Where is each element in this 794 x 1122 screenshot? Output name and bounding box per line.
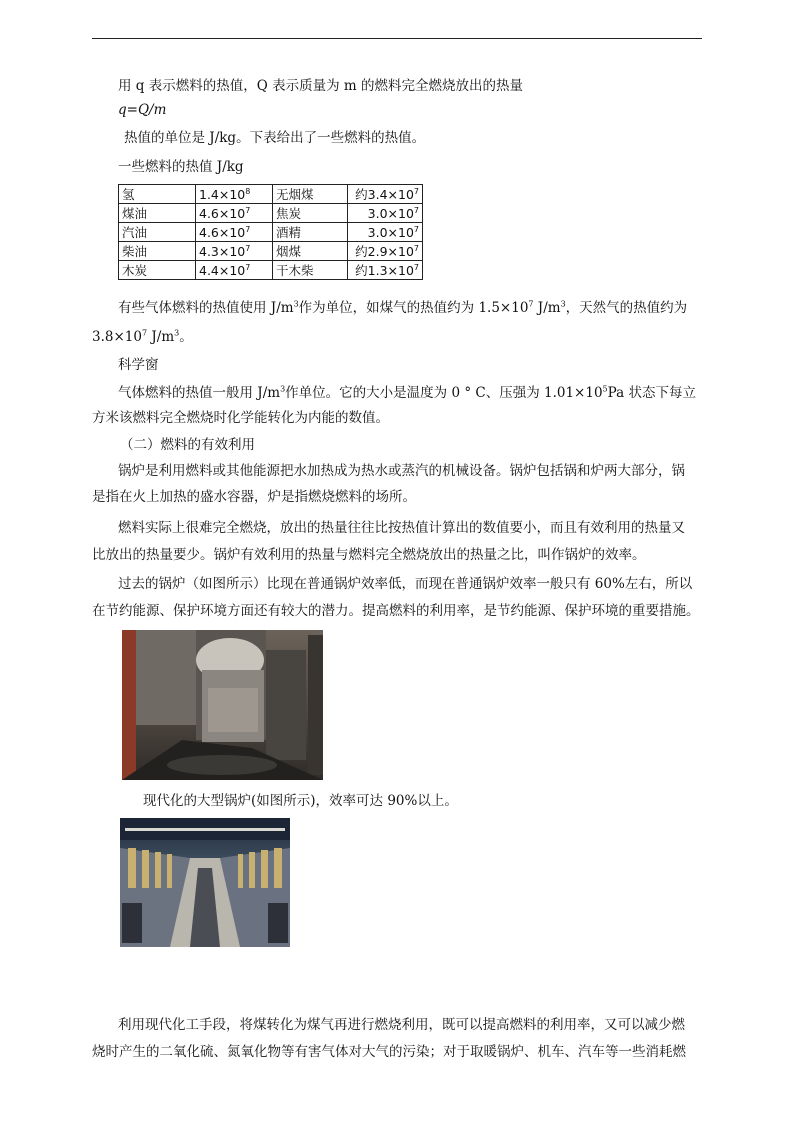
table-row [119, 261, 423, 280]
fuel-value: 约$2.9\times 10^7$ [348, 242, 423, 261]
fuel-value: $4.3\times 10^7$ [196, 242, 273, 261]
gas-definition-cont: 方米该燃料完全燃烧时化学能转化为内能的数值。 [92, 410, 389, 426]
heat-value-formula: q=Q/m [118, 102, 167, 118]
table-row [119, 204, 423, 223]
modern-use-paragraph: 利用现代化工手段，将煤转化为煤气再进行燃烧利用，既可以提高燃料的利用率，又可以减少燃 [118, 1017, 685, 1033]
efficiency-paragraph-cont: 比放出的热量要少。锅炉有效利用的热量与燃料完全燃烧放出的热量之比，叫作锅炉的效率。 [92, 547, 646, 563]
fuel-name: 酒精 [273, 223, 348, 242]
gas-definition: 气体燃料的热值一般用 $J/m^3$作单位。它的大小是温度为 0 ° C、压强为 $1.01\times 10^5Pa$ 状态下每立 [118, 384, 696, 401]
science-window-heading: 科学窗 [118, 357, 159, 373]
gas-fuel-paragraph-cont: $3.8\times 10^7$ $J/m^3$。 [92, 328, 193, 345]
unit-sentence: 热值的单位是 J/kg。下表给出了一些燃料的热值。 [124, 130, 426, 146]
table-row [119, 223, 423, 242]
past-boiler-paragraph-cont: 在节约能源、保护环境方面还有较大的潜力。提高燃料的利用率，是节约能源、保护环境的重要措施。 [92, 603, 700, 619]
fuel-name: 焦炭 [273, 204, 348, 223]
modern-use-paragraph-cont: 烧时产生的二氧化硫、氮氧化物等有害气体对大气的污染；对于取暖锅炉、机车、汽车等一些消耗燃 [92, 1044, 686, 1060]
modern-boiler-caption: 现代化的大型锅炉(如图所示)，效率可达 90%以上。 [143, 793, 458, 809]
gas-fuel-paragraph: 有些气体燃料的热值使用 $J/m^3$作为单位，如煤气的热值约为 $1.5\times 10^7$ $J/m^3$，天然气的热值约为 [118, 299, 688, 316]
fuel-value: $3.0\times 10^7$ [348, 204, 423, 223]
section-heading: （二）燃料的有效利用 [120, 437, 255, 453]
boiler-paragraph-cont: 是指在火上加热的盛水容器，炉是指燃烧燃料的场所。 [92, 489, 416, 505]
fuel-value: $3.0\times 10^7$ [348, 223, 423, 242]
fuel-value: $4.4\times 10^7$ [196, 261, 273, 280]
fuel-name: 汽油 [119, 223, 196, 242]
fuel-name: 煤油 [119, 204, 196, 223]
fuel-value: $4.6\times 10^7$ [196, 223, 273, 242]
table-row [119, 242, 423, 261]
fuel-name: 木炭 [119, 261, 196, 280]
fuel-value: 约$3.4\times 10^7$ [348, 185, 423, 204]
fuel-name: 无烟煤 [273, 185, 348, 204]
fuel-value: $4.6\times 10^7$ [196, 204, 273, 223]
heat-value-definition: 用 q 表示燃料的热值，Q 表示质量为 m 的燃料完全燃烧放出的热量 [118, 78, 523, 94]
header-rule [92, 38, 702, 39]
fuel-name: 干木柴 [273, 261, 348, 280]
table-caption: 一些燃料的热值 J/kg [118, 159, 244, 175]
fuel-value: $1.4\times 10^8$ [196, 185, 273, 204]
table-row [119, 185, 423, 204]
old-boiler-photo [122, 630, 323, 780]
modern-boiler-photo [120, 818, 290, 947]
fuel-name: 烟煤 [273, 242, 348, 261]
fuel-name: 氢 [119, 185, 196, 204]
fuel-value: 约$1.3\times 10^7$ [348, 261, 423, 280]
fuel-name: 柴油 [119, 242, 196, 261]
past-boiler-paragraph: 过去的锅炉（如图所示）比现在普通锅炉效率低，而现在普通锅炉效率一般只有 60%左右，所以 [118, 576, 693, 592]
fuel-heat-value-table [118, 184, 423, 280]
efficiency-paragraph: 燃料实际上很难完全燃烧，放出的热量往往比按热值计算出的数值要小，而且有效利用的热量又 [118, 520, 685, 536]
boiler-paragraph: 锅炉是利用燃料或其他能源把水加热成为热水或蒸汽的机械设备。锅炉包括锅和炉两大部分，锅 [118, 463, 685, 479]
